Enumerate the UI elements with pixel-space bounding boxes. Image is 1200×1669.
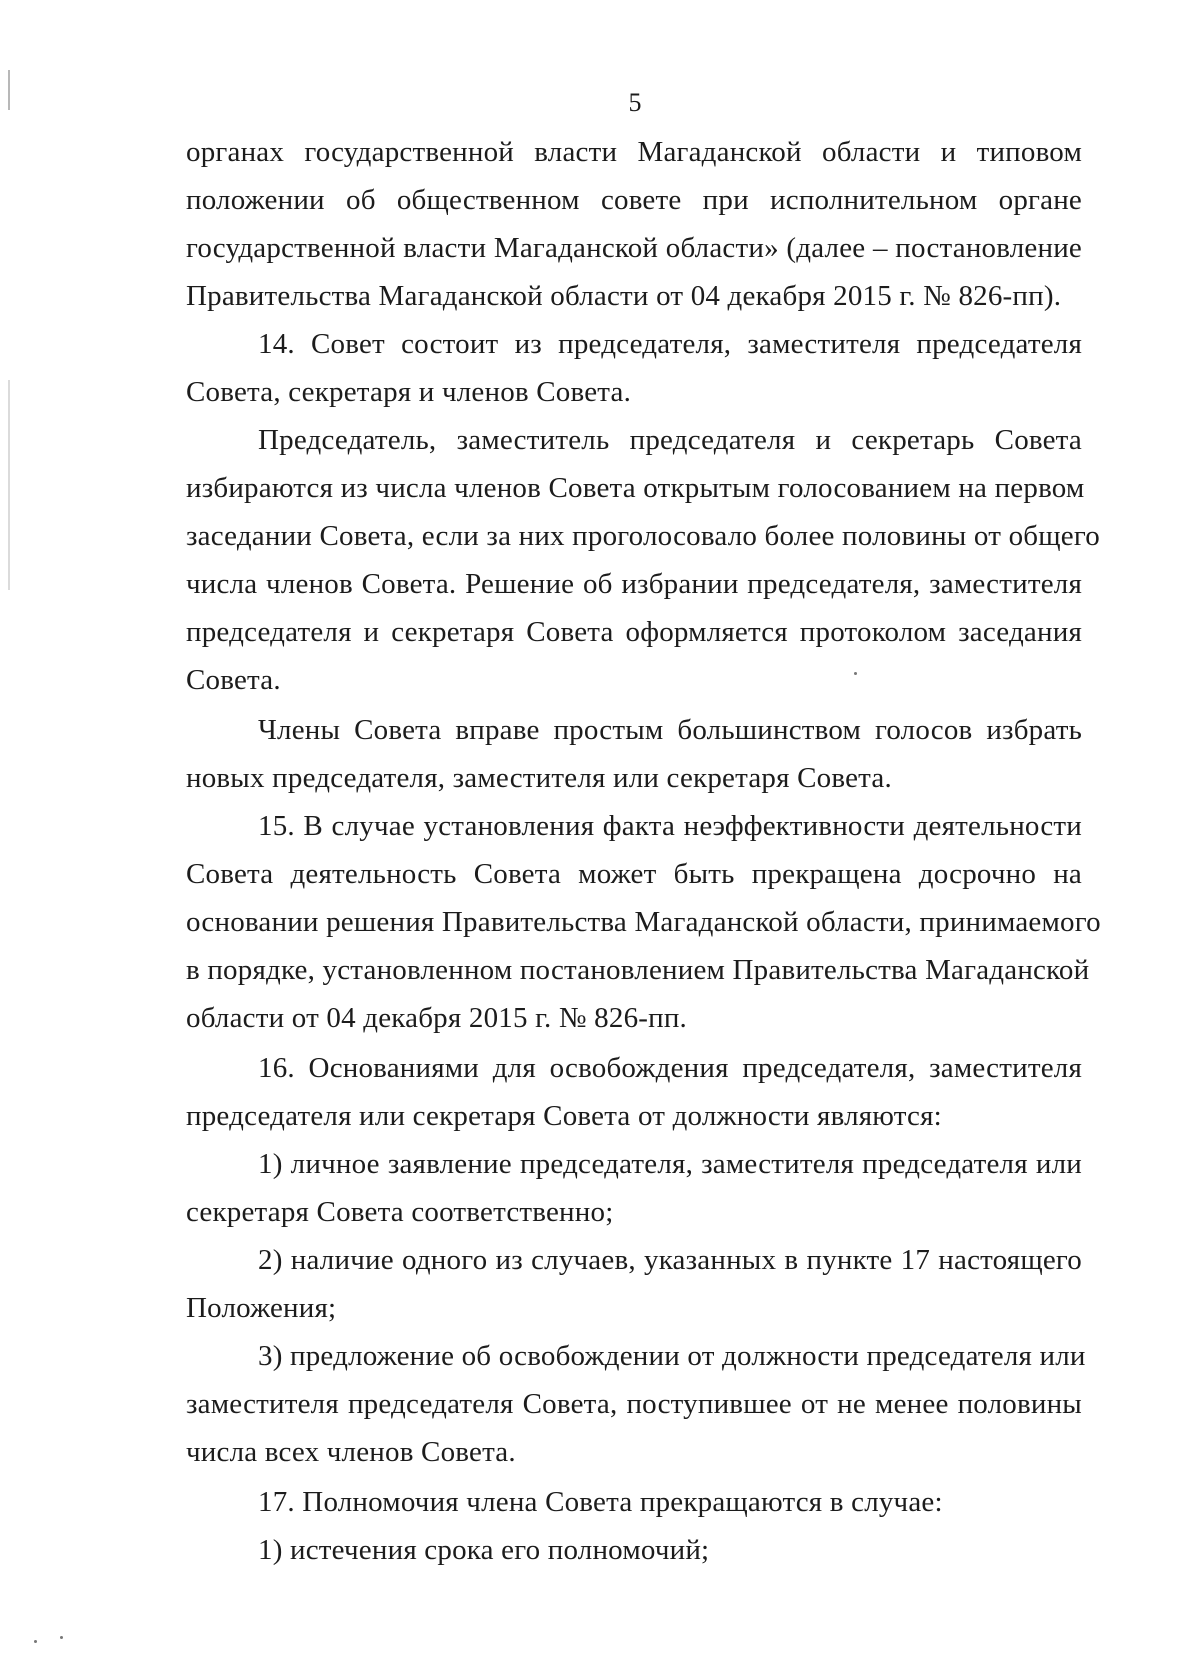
- text-line: 15. В случае установления факта неэффективности деятельности: [258, 810, 1082, 842]
- text-line: положении об общественном совете при исполнительном органе: [186, 184, 1082, 216]
- text-line: 16. Основаниями для освобождения председателя, заместителя: [258, 1052, 1082, 1084]
- text-line: председателя или секретаря Совета от должности являются:: [186, 1100, 942, 1132]
- page-number: 5: [628, 88, 642, 117]
- text-line: заседании Совета, если за них проголосовало более половины от общего: [186, 520, 1100, 552]
- text-line: председателя и секретаря Совета оформляется протоколом заседания: [186, 616, 1082, 648]
- text-line: секретаря Совета соответственно;: [186, 1196, 614, 1228]
- text-line: Положения;: [186, 1292, 337, 1324]
- text-line: органах государственной власти Магаданской области и типовом: [186, 136, 1082, 168]
- text-line: основании решения Правительства Магаданской области, принимаемого: [186, 906, 1101, 938]
- text-line: 14. Совет состоит из председателя, заместителя председателя: [258, 328, 1082, 360]
- text-line: Совета деятельность Совета может быть прекращена досрочно на: [186, 858, 1082, 890]
- text-line: области от 04 декабря 2015 г. № 826-пп.: [186, 1002, 688, 1034]
- text-line: числа всех членов Совета.: [186, 1436, 516, 1468]
- text-line: 1) истечения срока его полномочий;: [258, 1534, 710, 1566]
- text-line: 1) личное заявление председателя, заместителя председателя или: [258, 1148, 1082, 1180]
- text-line: Совета.: [186, 664, 281, 696]
- text-line: избираются из числа членов Совета открытым голосованием на первом: [186, 472, 1085, 504]
- text-line: государственной власти Магаданской области» (далее – постановление: [186, 232, 1082, 264]
- text-line: заместителя председателя Совета, поступившее от не менее половины: [186, 1388, 1082, 1420]
- text-line: Председатель, заместитель председателя и секретарь Совета: [258, 424, 1082, 456]
- text-line: 2) наличие одного из случаев, указанных в пункте 17 настоящего: [258, 1244, 1082, 1276]
- text-line: Правительства Магаданской области от 04 декабря 2015 г. № 826-пп).: [186, 280, 1062, 312]
- scan-edge-mark: [8, 380, 10, 590]
- text-line: 17. Полномочия члена Совета прекращаются в случае:: [258, 1486, 943, 1518]
- text-line: Совета, секретаря и членов Совета.: [186, 376, 632, 408]
- scan-speck: [34, 1640, 37, 1643]
- text-line: Члены Совета вправе простым большинством голосов избрать: [258, 714, 1082, 746]
- text-line: в порядке, установленном постановлением Правительства Магаданской: [186, 954, 1090, 986]
- text-line: 3) предложение об освобождении от должности председателя или: [258, 1340, 1086, 1372]
- text-line: числа членов Совета. Решение об избрании председателя, заместителя: [186, 568, 1082, 600]
- text-line: новых председателя, заместителя или секретаря Совета.: [186, 762, 892, 794]
- scan-speck: [60, 1636, 63, 1639]
